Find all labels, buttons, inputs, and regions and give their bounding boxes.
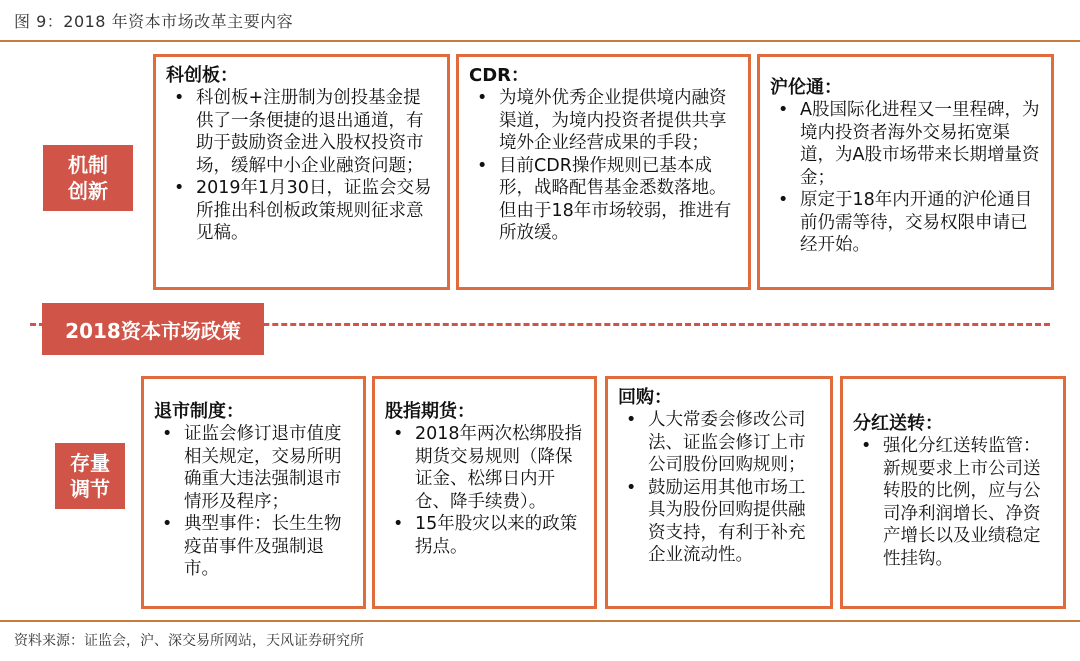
box-title: 沪伦通： <box>770 77 842 98</box>
bullet-item: • 目前CDR操作规则已基本成形，战略配售基金悉数落地。但由于18年市场较弱，推进有所放缓。 <box>469 155 738 245</box>
source-note: 资料来源：证监会，沪、深交易所网站，天风证券研究所 <box>14 633 364 649</box>
section-label-stock-adjustment <box>55 443 125 509</box>
section-label-mechanism-innovation <box>43 145 133 211</box>
figure-title: 图 9：2018 年资本市场改革主要内容 <box>14 12 294 31</box>
box-title: CDR： <box>469 65 530 86</box>
bullet-item: • 典型事件：长生生物疫苗事件及强制退市。 <box>154 513 353 581</box>
box-delisting-system <box>141 376 366 609</box>
bullet-item: • 15年股灾以来的政策拐点。 <box>385 513 584 558</box>
box-title: 分红送转： <box>853 413 943 434</box>
box-stock-index-futures <box>372 376 597 609</box>
box-title: 股指期货： <box>385 401 475 422</box>
bullet-item: • 证监会修订退市值度相关规定，交易所明确重大违法强制退市情形及程序； <box>154 423 353 513</box>
section-label-line: 调节 <box>70 477 110 501</box>
section-label-line: 机制 <box>68 153 108 177</box>
bullet-item: • 人大常委会修改公司法、证监会修订上市公司股份回购规则； <box>618 409 820 477</box>
bottom-rule <box>0 620 1080 622</box>
section-label-line: 创新 <box>68 179 108 203</box>
bullet-item: • 鼓励运用其他市场工具为股份回购提供融资支持，有利于补充企业流动性。 <box>618 477 820 567</box>
bullet-item: • 为境外优秀企业提供境内融资渠道，为境内投资者提供共享境外企业经营成果的手段； <box>469 87 738 155</box>
bullet-item: • 原定于18年内开通的沪伦通目前仍需等待，交易权限申请已经开始。 <box>770 189 1041 257</box>
box-title: 科创板： <box>166 65 238 86</box>
top-rule <box>0 40 1080 42</box>
bullet-item: • 强化分红送转监管：新规要求上市公司送转股的比例，应与公司净利润增长、净资产增长以及业绩稳定性挂钩。 <box>853 435 1053 570</box>
center-label: 2018资本市场政策 <box>42 303 264 355</box>
bullet-item: • A股国际化进程又一里程碑，为境内投资者海外交易拓宽渠道，为A股市场带来长期增量资金； <box>770 99 1041 189</box>
box-star-market <box>153 54 450 290</box>
box-cdr <box>456 54 751 290</box>
section-label-line: 存量 <box>70 451 110 475</box>
box-title: 退市制度： <box>154 401 244 422</box>
box-dividend-bonus <box>840 376 1066 609</box>
box-share-buyback <box>605 376 833 609</box>
box-title: 回购： <box>618 387 672 408</box>
box-shanghai-london-connect <box>757 54 1054 290</box>
bullet-item: • 2018年两次松绑股指期货交易规则（降保证金、松绑日内开仓、降手续费）。 <box>385 423 584 513</box>
bullet-item: • 2019年1月30日，证监会交易所推出科创板政策规则征求意见稿。 <box>166 177 437 245</box>
bullet-item: • 科创板+注册制为创投基金提供了一条便捷的退出通道，有助于鼓励资金进入股权投资市场，缓解中小企业融资问题； <box>166 87 437 177</box>
